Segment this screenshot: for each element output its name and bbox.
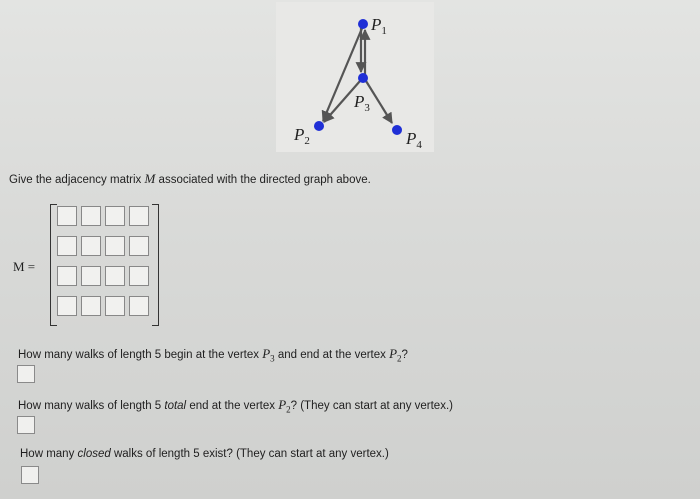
vertex-p3 [358, 73, 368, 83]
matrix-cell-1-3[interactable] [105, 206, 125, 226]
directed-graph [276, 2, 434, 152]
matrix-cell-1-1[interactable] [57, 206, 77, 226]
graph-figure [276, 2, 434, 152]
matrix-cell-2-4[interactable] [129, 236, 149, 256]
vertex-p1 [358, 19, 368, 29]
matrix-cell-4-3[interactable] [105, 296, 125, 316]
matrix-cell-2-3[interactable] [105, 236, 125, 256]
matrix-cell-1-2[interactable] [81, 206, 101, 226]
matrix-cell-3-1[interactable] [57, 266, 77, 286]
matrix-cell-3-3[interactable] [105, 266, 125, 286]
vertex-label-p3: $P_3$ [354, 92, 370, 114]
question-closed-walks: How many closed walks of length 5 exist? (They can start at any vertex.) [20, 448, 389, 460]
vertex-p4 [392, 125, 402, 135]
matrix-cell-2-1[interactable] [57, 236, 77, 256]
adjacency-matrix-input [57, 206, 149, 316]
matrix-label: M = [13, 259, 36, 274]
matrix-right-bracket [152, 204, 159, 326]
matrix-left-bracket [50, 204, 57, 326]
matrix-cell-1-4[interactable] [129, 206, 149, 226]
edge-p3-p4 [366, 81, 392, 123]
question-total-walks-to-p2: How many walks of length 5 total end at the vertex $P_2$? (They can start at any vertex.) [18, 397, 453, 415]
vertex-label-p4: $P_4$ [406, 129, 422, 151]
question-walks-p3-to-p2: How many walks of length 5 begin at the vertex $P_3$ and end at the vertex $P_2$? [18, 346, 408, 364]
vertex-p2 [314, 121, 324, 131]
question-adjacency-matrix: Give the adjacency matrix M associated with the directed graph above. [9, 171, 371, 186]
matrix-cell-3-4[interactable] [129, 266, 149, 286]
matrix-cell-3-2[interactable] [81, 266, 101, 286]
answer-input-closed-walks[interactable] [21, 466, 39, 484]
matrix-cell-4-2[interactable] [81, 296, 101, 316]
vertex-label-p2: $P_2$ [294, 125, 310, 147]
answer-input-walks-p3-p2[interactable] [17, 365, 35, 383]
answer-input-total-walks-p2[interactable] [17, 416, 35, 434]
matrix-cell-4-4[interactable] [129, 296, 149, 316]
matrix-cell-4-1[interactable] [57, 296, 77, 316]
vertex-label-p1: $P_1$ [371, 15, 387, 37]
matrix-cell-2-2[interactable] [81, 236, 101, 256]
